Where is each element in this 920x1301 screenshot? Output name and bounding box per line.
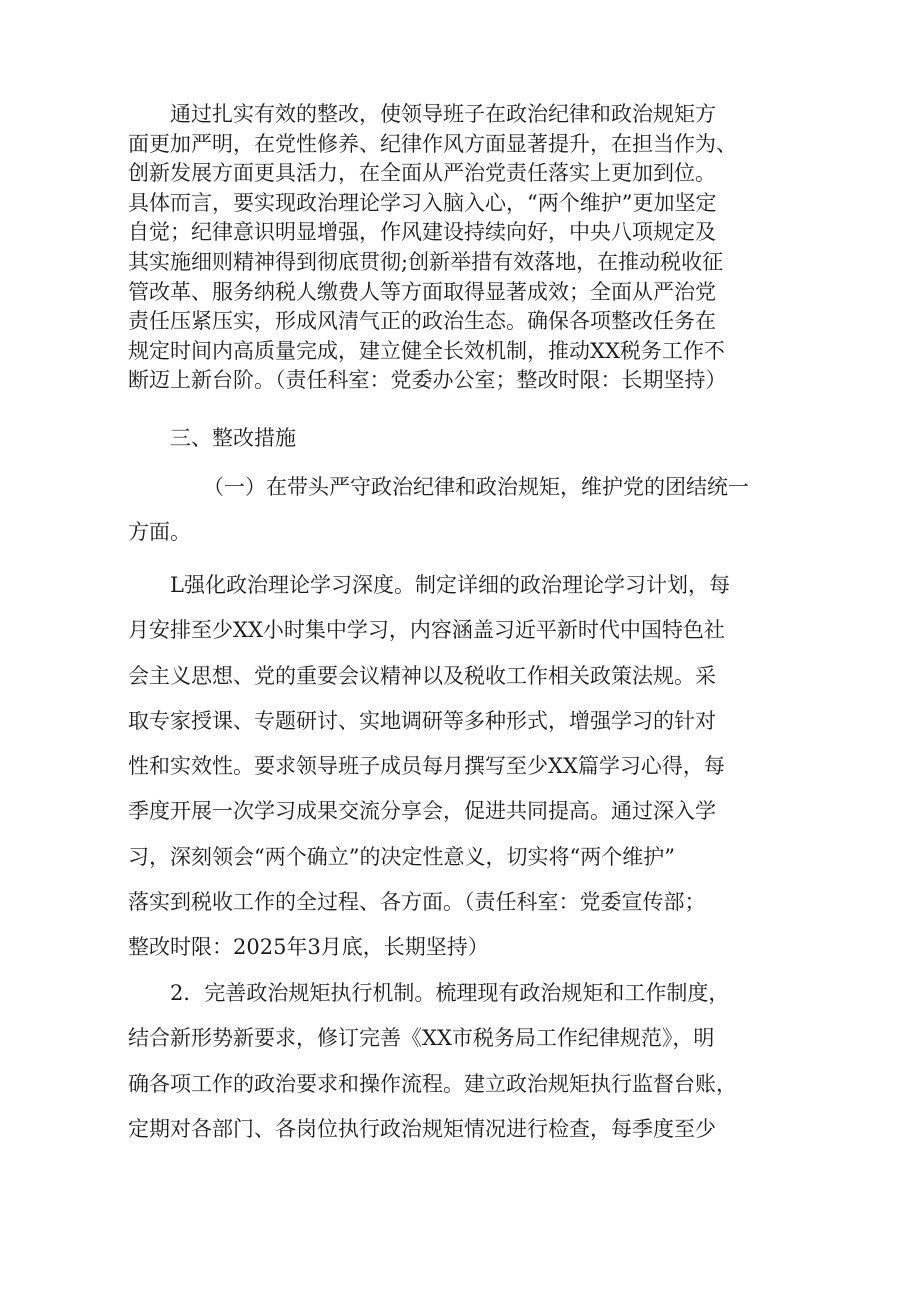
subsection-heading	[128, 465, 808, 556]
paragraph-goals	[128, 100, 808, 396]
section-heading	[128, 424, 808, 453]
paragraph-line: L强化政治理论学习深度。制定详细的政治理论学习计划，每	[170, 573, 730, 597]
paragraph-line: 季度开展一次学习成果交流分享会，促进共同提高。通过深入学	[128, 799, 716, 824]
paragraph-line: 创新发展方面更具活力，在全面从严治党责任落实上更加到位。	[128, 161, 716, 186]
paragraph-line: 性和实效性。要求领导班子成员每月撰写至少XX篇学习心得，每	[128, 754, 725, 779]
paragraph-line: 通过扎实有效的整改，使领导班子在政治纪律和政治规矩方	[170, 102, 716, 126]
paragraph-line: 具体而言，要实现政治理论学习入脑入心，“两个维护”更加坚定	[128, 190, 717, 215]
paragraph-line: 2．完善政治规矩执行机制。梳理现有政治规矩和工作制度，	[170, 981, 730, 1005]
paragraph-line: 管改革、服务纳税人缴费人等方面取得显著成效；全面从严治党	[128, 279, 716, 304]
paragraph-line: 习，深刻领会“两个确立”的决定性意义，切实将“两个维护”	[128, 844, 675, 869]
paragraph-line: 取专家授课、专题研讨、实地调研等多种形式，增强学习的针对	[128, 708, 716, 733]
subsection-heading-line: 方面。	[128, 520, 191, 545]
measure-1-paragraph	[128, 563, 808, 971]
paragraph-line: 月安排至少XX小时集中学习，内容涵盖习近平新时代中国特色社	[128, 618, 725, 643]
measure-2-paragraph	[128, 971, 808, 1152]
paragraph-line: 规定时间内高质量完成，建立健全长效机制，推动XX税务工作不	[128, 338, 725, 363]
paragraph-line: 断迈上新台阶。（责任科室：党委办公室；整改时限：长期坚持）	[128, 368, 727, 393]
paragraph-line: 整改时限：2025年3月底，长期坚持）	[128, 935, 489, 960]
subsection-heading-line: （一）在带头严守政治纪律和政治规矩，维护党的团结统一	[203, 475, 749, 499]
paragraph-line: 自觉；纪律意识明显增强，作风建设持续向好，中央八项规定及	[128, 220, 716, 245]
paragraph-line: 面更加严明，在党性修养、纪律作风方面显著提升，在担当作为、	[128, 131, 737, 156]
paragraph-line: 定期对各部门、各岗位执行政治规矩情况进行检查，每季度至少	[128, 1116, 716, 1141]
paragraph-line: 其实施细则精神得到彻底贯彻;创新举措有效落地，在推动税收征	[128, 249, 724, 274]
section-heading-text: 三、整改措施	[170, 426, 296, 450]
paragraph-line: 落实到税收工作的全过程、各方面。（责任科室：党委宣传部；	[128, 890, 706, 915]
paragraph-line: 会主义思想、党的重要会议精神以及税收工作相关政策法规。采	[128, 663, 716, 688]
paragraph-line: 结合新形势新要求，修订完善《XX市税务局工作纪律规范》，明	[128, 1026, 715, 1051]
paragraph-line: 责任压紧压实，形成风清气正的政治生态。确保各项整改任务在	[128, 309, 716, 334]
paragraph-line: 确各项工作的政治要求和操作流程。建立政治规矩执行监督台账，	[128, 1071, 737, 1096]
